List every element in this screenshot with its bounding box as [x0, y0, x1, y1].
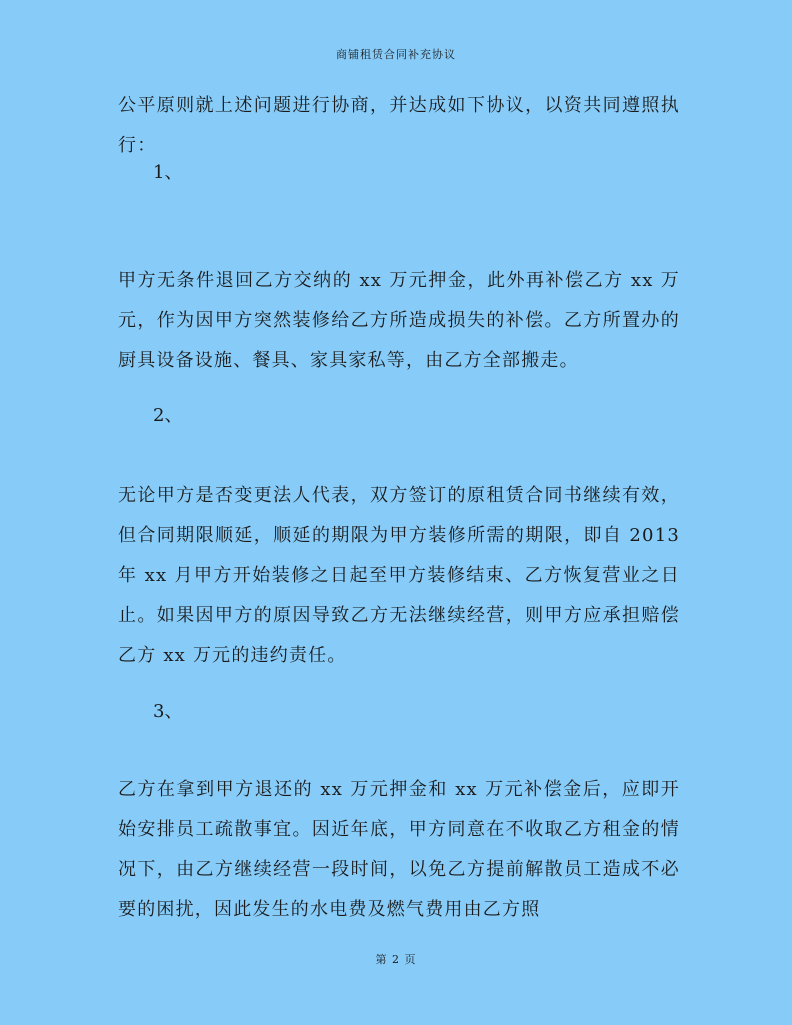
clause-2-number: 2、: [153, 405, 183, 426]
clause-1-number: 1、: [153, 162, 183, 183]
clause-1-paragraph: 甲方无条件退回乙方交纳的 xx 万元押金，此外再补偿乙方 xx 万元，作为因甲方突然装修给乙方所造成损失的补偿。乙方所置办的厨具设备设施、餐具、家具家私等，由乙方全部搬走。: [118, 270, 680, 371]
clause-2-paragraph: 无论甲方是否变更法人代表，双方签订的原租赁合同书继续有效，但合同期限顺延，顺延的期限为甲方装修所需的期限，即自 2013 年 xx 月甲方开始装修之日起至甲方装修结束、乙方恢复营业之日止。如果因甲方的原因导致乙方无法继续经营，则甲方应承担赔偿乙方 xx 万元的违约责任。: [118, 485, 680, 666]
intro-paragraph: 公平原则就上述问题进行协商，并达成如下协议，以资共同遵照执行：: [118, 95, 680, 156]
clause-3-number: 3、: [153, 701, 183, 722]
page-number: 第 2 页: [375, 953, 417, 966]
page-header: 商铺租赁合同补充协议: [336, 48, 456, 61]
clause-3-paragraph: 乙方在拿到甲方退还的 xx 万元押金和 xx 万元补偿金后，应即开始安排员工疏散事宜。因近年底，甲方同意在不收取乙方租金的情况下，由乙方继续经营一段时间，以免乙方提前解散员工造成不必要的困扰，因此发生的水电费及燃气费用由乙方照: [118, 779, 680, 920]
